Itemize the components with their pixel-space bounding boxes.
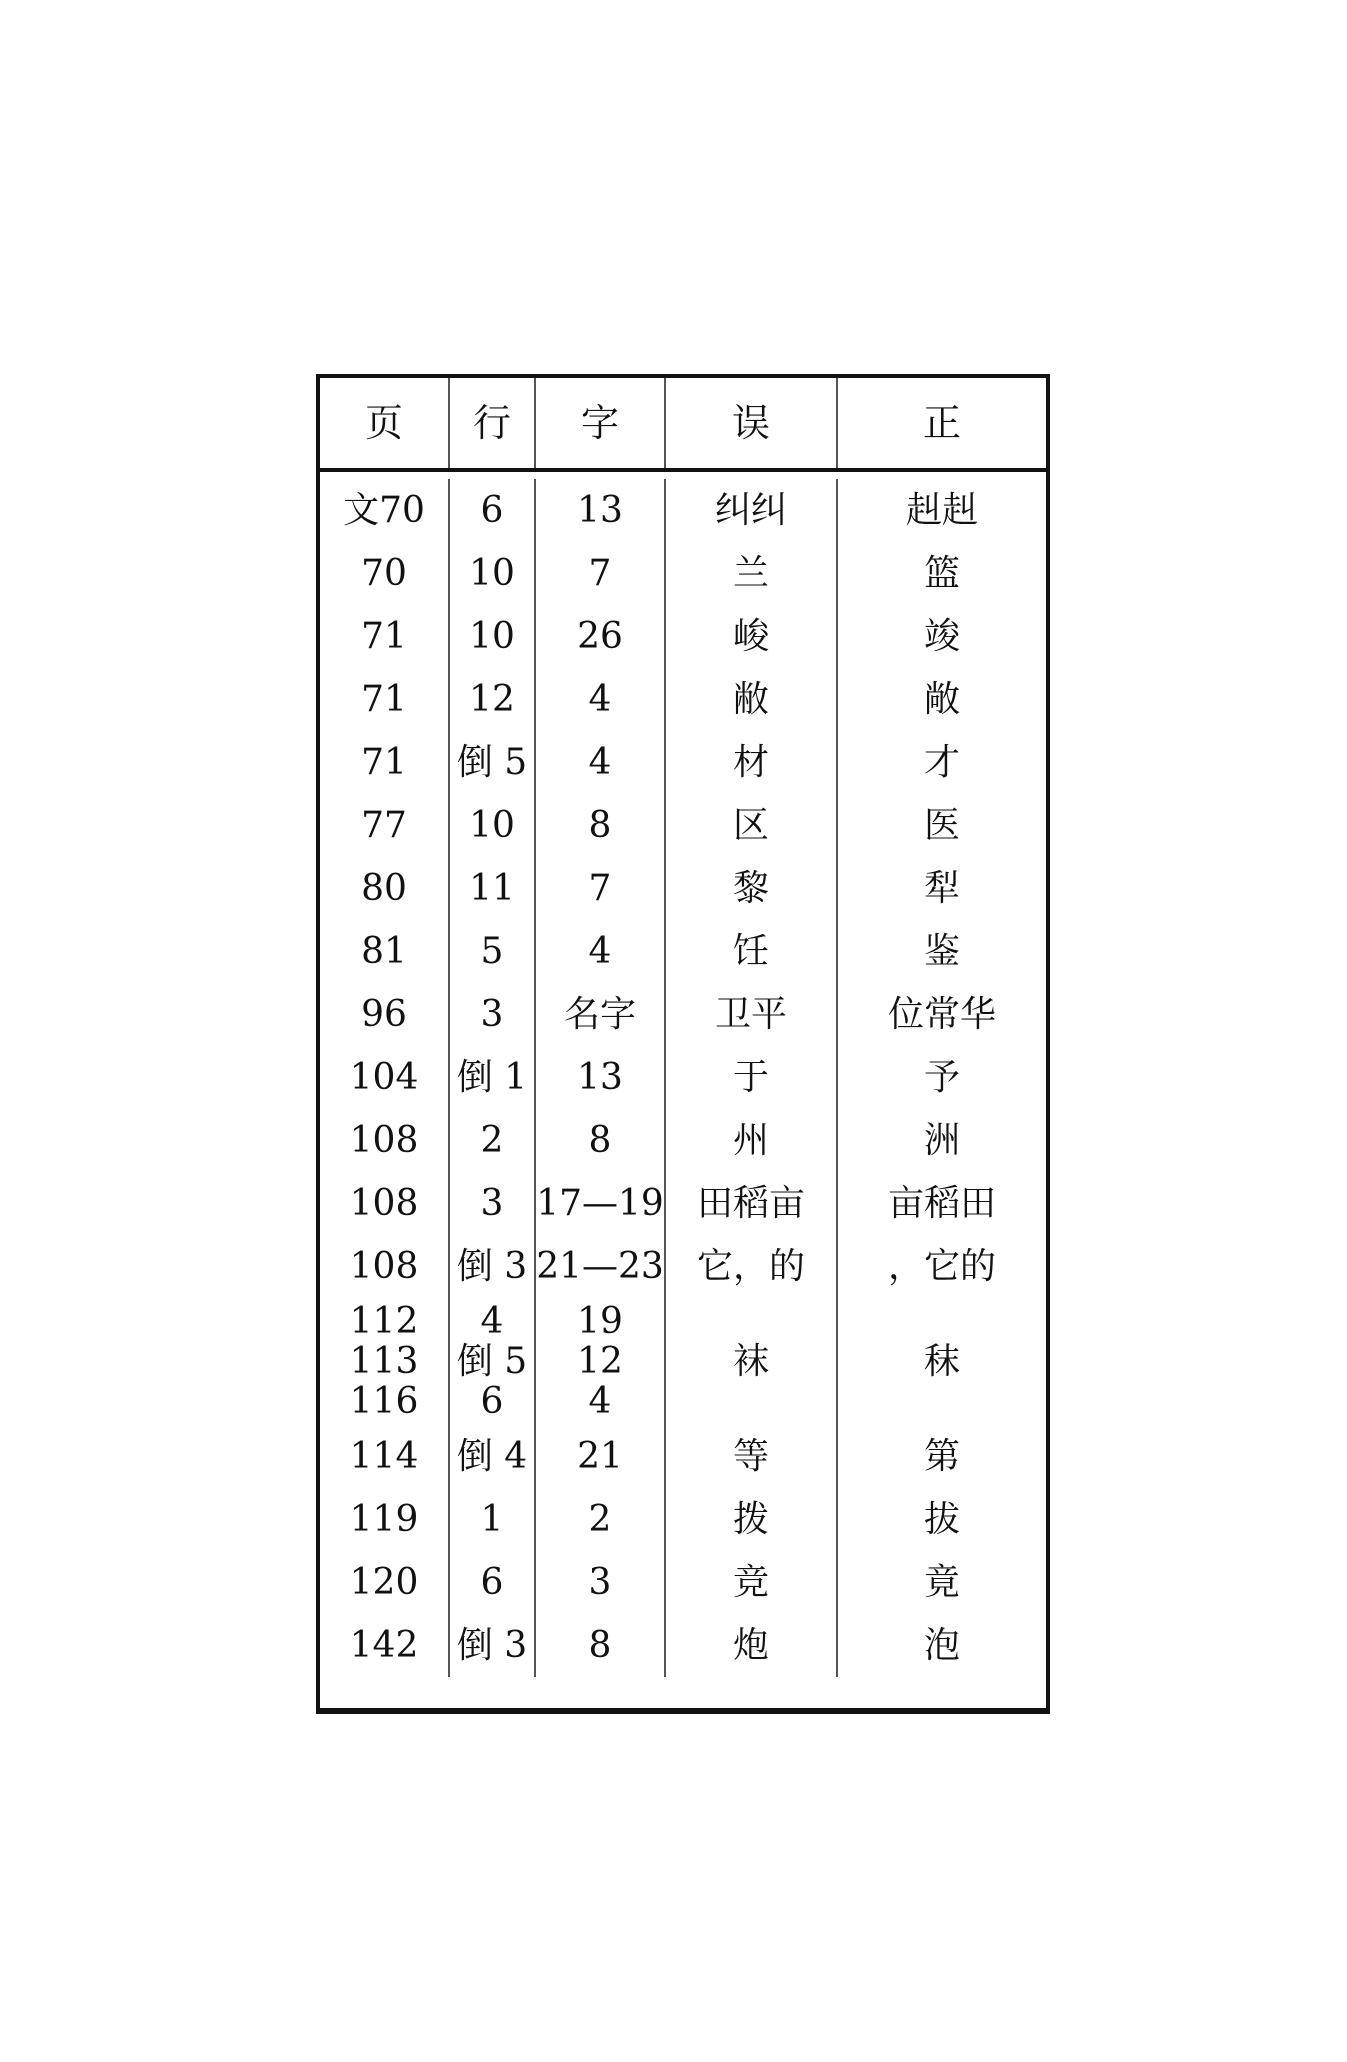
cell-page: 112 [349,1300,419,1342]
header-wrong: 误 [666,378,838,468]
cell-line: 2 [450,1109,536,1172]
cell-line: 6 [450,1551,536,1614]
cell-line: 10 [450,605,536,668]
cell-correct: 洲 [923,1119,960,1161]
cell-page: 142 [320,1614,450,1677]
table-row [320,1551,1046,1614]
cell-wrong: 炮 [666,1614,838,1677]
cell-correct: 秣 [923,1340,960,1382]
cell-char: 7 [536,857,666,920]
cell-line: 3 [450,983,536,1046]
header-page: 页 [320,378,450,468]
cell-wrong: 它，的 [666,1235,838,1298]
cell-page: 77 [320,794,450,857]
cell-page: 文70 [320,479,450,542]
table-row [320,542,1046,605]
cell-char: 3 [536,1551,666,1614]
cell-wrong: 拨 [666,1488,838,1551]
cell-wrong: 区 [666,794,838,857]
cell-page: 108 [320,1172,450,1235]
table-row [320,479,1046,542]
cell-correct: 篮 [923,552,960,594]
table-row [320,794,1046,857]
cell-wrong: 袜 [666,1298,838,1425]
table-row [320,1046,1046,1109]
cell-correct: 竣 [923,615,960,657]
cell-char: 8 [536,1614,666,1677]
cell-wrong: 等 [666,1425,838,1488]
table-row [320,1298,1046,1425]
cell-line: 10 [450,542,536,605]
cell-page: 81 [320,920,450,983]
cell-wrong: 纠纠 [666,479,838,542]
cell-wrong: 于 [666,1046,838,1109]
cell-char: 4 [536,731,666,794]
cell-page: 119 [320,1488,450,1551]
cell-correct: 竟 [923,1561,960,1603]
cell-wrong: 州 [666,1109,838,1172]
errata-table [316,374,1050,1714]
cell-char: 12 [577,1340,623,1382]
cell-page: 108 [320,1109,450,1172]
cell-wrong: 卫平 [666,983,838,1046]
cell-char: 4 [536,920,666,983]
cell-line: 6 [480,1380,504,1422]
cell-page: 120 [320,1551,450,1614]
cell-page: 96 [320,983,450,1046]
cell-line: 3 [450,1172,536,1235]
cell-correct: 位常华 [887,993,996,1035]
cell-line: 12 [450,668,536,731]
cell-char: 2 [536,1488,666,1551]
cell-char: 26 [536,605,666,668]
cell-char: 7 [536,542,666,605]
cell-line: 1 [450,1488,536,1551]
cell-page: 116 [349,1380,419,1422]
cell-correct: 亩稻田 [887,1182,996,1224]
cell-line-group [450,1298,536,1425]
header-line: 行 [450,378,536,468]
cell-page: 71 [320,731,450,794]
table-row [320,668,1046,731]
cell-wrong: 兰 [666,542,838,605]
cell-correct: 医 [923,804,960,846]
cell-line: 5 [450,920,536,983]
cell-wrong: 峻 [666,605,838,668]
cell-page: 70 [320,542,450,605]
cell-char: 13 [536,479,666,542]
cell-wrong: 田稻亩 [666,1172,838,1235]
cell-wrong: 竞 [666,1551,838,1614]
cell-char: 19 [577,1300,623,1342]
cell-correct: 拔 [923,1498,960,1540]
cell-wrong: 黎 [666,857,838,920]
table-row [320,1109,1046,1172]
header-row [320,378,1046,472]
cell-correct: ，它的 [887,1245,996,1287]
cell-page: 114 [320,1425,450,1488]
cell-line: 倒 4 [450,1425,536,1488]
cell-line: 倒 5 [450,731,536,794]
cell-line: 10 [450,794,536,857]
cell-line: 6 [450,479,536,542]
cell-correct: 第 [923,1435,960,1477]
header-correct: 正 [922,401,961,445]
cell-correct: 鉴 [923,930,960,972]
cell-correct: 泡 [923,1624,960,1666]
cell-wrong: 饪 [666,920,838,983]
cell-page: 71 [320,668,450,731]
table-row [320,605,1046,668]
cell-char: 21 [536,1425,666,1488]
cell-correct: 犁 [923,867,960,909]
cell-char: 4 [536,668,666,731]
table-row [320,1425,1046,1488]
cell-wrong: 敝 [666,668,838,731]
cell-page: 71 [320,605,450,668]
cell-wrong: 材 [666,731,838,794]
cell-line: 4 [480,1300,504,1342]
cell-char: 17—19 [536,1172,666,1235]
cell-char: 8 [536,794,666,857]
table-row [320,857,1046,920]
table-row [320,1614,1046,1677]
table-row [320,731,1046,794]
cell-char: 21—23 [536,1235,666,1298]
table-row [320,1235,1046,1298]
cell-char-group [536,1298,666,1425]
table-row [320,920,1046,983]
cell-line: 倒 3 [450,1614,536,1677]
cell-char: 名字 [536,983,666,1046]
cell-line: 倒 1 [450,1046,536,1109]
cell-correct: 敞 [923,678,960,720]
cell-char: 13 [536,1046,666,1109]
cell-correct: 予 [923,1056,960,1098]
cell-page: 113 [349,1340,419,1382]
cell-page: 104 [320,1046,450,1109]
cell-page: 108 [320,1235,450,1298]
cell-page-group [320,1298,450,1425]
table-row [320,1172,1046,1235]
cell-correct: 才 [923,741,960,783]
cell-correct: 赳赳 [905,489,978,531]
cell-char: 4 [588,1380,612,1422]
header-char: 字 [536,378,666,468]
cell-char: 8 [536,1109,666,1172]
cell-line: 倒 3 [450,1235,536,1298]
table-row [320,983,1046,1046]
table-row [320,1488,1046,1551]
cell-line: 倒 5 [456,1340,528,1382]
cell-line: 11 [450,857,536,920]
cell-page: 80 [320,857,450,920]
